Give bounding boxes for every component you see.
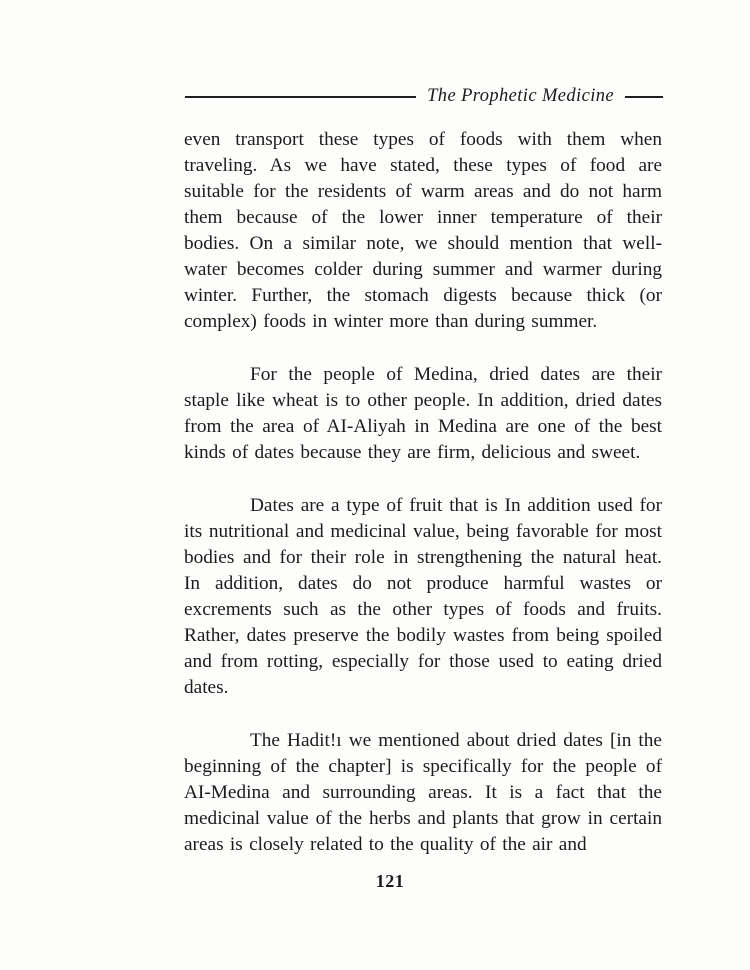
page-number: 121 bbox=[375, 871, 405, 891]
paragraph: even transport these types of foods with them when traveling. As we have stated, these types of food are suitable for the residents of warm areas and do not harm them because of the lower inner temperature of their bodies. On a similar note, we should mention that well-water becomes colder during summer and warmer during winter. Further, the stomach digests because thick (or complex) foods in winter more than during summer. bbox=[184, 129, 662, 332]
running-header bbox=[185, 86, 663, 107]
paragraph: The Hadit!ı we mentioned about dried dates [in the beginning of the chapter] is specifically for the people of AI-Medina and surrounding areas. It is a fact that the medicinal value of the herbs and plants that grow in certain areas is closely related to the quality of the air and bbox=[184, 730, 662, 855]
header-rule-left bbox=[185, 96, 416, 98]
book-title: The Prophetic Medicine bbox=[427, 86, 614, 106]
paragraph: Dates are a type of fruit that is In addition used for its nutritional and medicinal value, being favorable for most bodies and for their role in strengthening the natural heat. In addition, dates do not produce harmful wastes or excrements such as the other types of foods and fruits. Rather, dates preserve the bodily wastes from being spoiled and from rotting, especially for those used to eating dried dates. bbox=[184, 495, 662, 698]
header-rule-right bbox=[625, 96, 663, 98]
paragraph: For the people of Medina, dried dates are their staple like wheat is to other people. In addition, dried dates from the area of AI-Aliyah in Medina are one of the best kinds of dates because they are firm, delicious and sweet. bbox=[184, 364, 662, 463]
body-text bbox=[184, 127, 662, 885]
